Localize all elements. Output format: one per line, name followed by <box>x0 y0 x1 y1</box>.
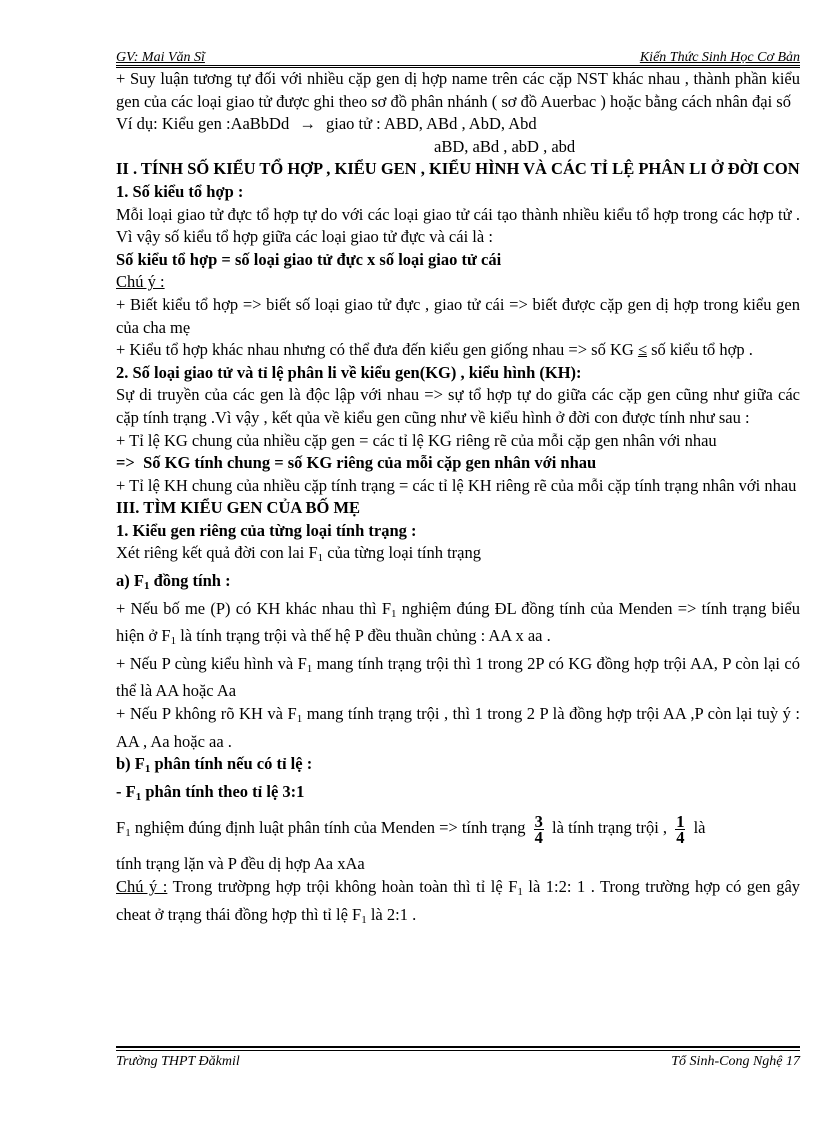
text-run: F <box>116 818 126 838</box>
subsection-heading: 1. Kiểu gen riêng của từng loại tính trạng : <box>116 520 417 540</box>
header-author: GV: Mai Văn Sĩ <box>116 50 205 65</box>
text-run: của từng loại tính trạng <box>323 543 482 563</box>
note-label-text: Chú ý : <box>116 877 168 896</box>
footer-rule <box>116 1046 800 1048</box>
subsection-heading: 2. Số loại giao tử và tỉ lệ phân li về kiểu gen(KG) , kiểu hình (KH): <box>116 362 582 382</box>
paragraph: + Biết kiểu tổ hợp => biết số loại giao tử đực , giao tử cái => biết được cặp gen dị hợp trong kiểu gen của cha mẹ <box>116 294 800 337</box>
text-run: b) F <box>116 754 145 774</box>
subscript: 1 <box>170 635 177 648</box>
text-run: nghiệm đúng ĐL đồng tính của Menden => tính trạng biểu hiện ở F <box>116 598 800 646</box>
text-run: số kiểu tổ hợp . <box>647 340 753 360</box>
footer-school: Trường THPT Đăkmil <box>116 1054 240 1069</box>
subscript: 1 <box>144 763 151 776</box>
footer-rule-thin <box>116 1050 800 1051</box>
text-run: - F <box>116 781 136 801</box>
text-run: là tính trạng trội và thế hệ P đều thuần chủng : AA x aa . <box>176 626 551 646</box>
arrow-icon: → <box>299 114 316 134</box>
paragraph <box>116 703 800 753</box>
text-run: đồng tính : <box>149 571 231 591</box>
subscript: 1 <box>296 713 303 726</box>
subscript: 1 <box>361 913 367 926</box>
paragraph: Mỗi loại giao tử đực tổ hợp tự do với các loại giao tử cái tạo thành nhiều kiểu tổ hợp trong các hợp tử . Vì vậy số kiểu tổ hợp giữa các loại giao tử đực và cái là : <box>116 204 800 247</box>
header-title: Kiến Thức Sinh Học Cơ Bản <box>639 50 800 65</box>
subscript: 1 <box>517 886 523 898</box>
paragraph <box>116 598 800 653</box>
paragraph <box>116 542 800 570</box>
text-run: nghiệm đúng định luật phân tính của Menden => tính trạng <box>130 818 530 838</box>
le-symbol: ≤ <box>637 340 647 360</box>
numerator: 3 <box>534 812 543 832</box>
implies-symbol: => <box>116 453 135 473</box>
fraction-one-quarter <box>675 812 685 848</box>
paragraph: tính trạng lặn và P đều dị hợp Aa xAa <box>116 854 365 874</box>
subscript: 1 <box>143 580 150 593</box>
note-label-text: Chú ý : <box>116 272 165 292</box>
denominator: 4 <box>534 828 543 848</box>
section-heading-3: III. TÌM KIỂU GEN CỦA BỐ MẸ <box>116 498 361 518</box>
fraction-three-quarters <box>534 812 544 848</box>
text-run: là <box>689 818 706 838</box>
text-run: là 2:1 . <box>366 904 417 924</box>
text-run: phân tính theo tỉ lệ 3:1 <box>141 781 305 801</box>
subscript: 1 <box>391 607 397 620</box>
text-run: + Kiểu tổ hợp khác nhau nhưng có thể đưa đến kiểu gen giống nhau => số KG <box>116 340 638 360</box>
example-genotype: Ví dụ: Kiểu gen :AaBbDd <box>116 114 290 134</box>
example-line <box>116 113 800 136</box>
formula <box>116 452 800 475</box>
paragraph <box>116 876 800 931</box>
subscript: 1 <box>317 552 324 565</box>
subscript: 1 <box>135 790 142 803</box>
paragraph <box>116 339 800 362</box>
formula: Số kiểu tổ hợp = số loại giao tử đực x số loại giao tử cái <box>116 249 502 269</box>
section-heading-2: II . TÍNH SỐ KIỂU TỔ HỢP , KIỂU GEN , KIỂU HÌNH VÀ CÁC TỈ LỆ PHÂN LI Ở ĐỜI CON <box>116 159 800 179</box>
text-run: + Nếu bố me (P) có KH khác nhau thì F <box>116 598 392 618</box>
subscript: 1 <box>306 662 313 675</box>
subsection-heading <box>116 781 800 809</box>
text-run: mang tính trạng trội thì 1 trong 2P có KG đồng hợp trội AA, P còn lại có thể là AA hoặc Aa <box>116 653 800 701</box>
text-run: là 1:2: 1 . Trong trường hợp có gen gây cheat ở trạng thái đồng hợp thì tỉ lệ F <box>116 877 801 924</box>
subsection-heading <box>116 570 800 598</box>
subsection-heading <box>116 753 800 781</box>
paragraph: Sự di truyền của các gen là độc lập với nhau => sự tổ hợp tự do giữa các cặp gen cũng như giữa các cặp tính trạng .Vì vậy , kết qủa về kiểu gen cũng như về kiểu hình ở đời con được tính như sau : <box>116 385 800 427</box>
text-run: là tính trạng trội , <box>547 818 672 838</box>
note-label <box>116 271 800 294</box>
text-run: a) F <box>116 571 144 591</box>
subsection-heading: 1. Số kiểu tổ hợp : <box>116 181 244 201</box>
denominator: 4 <box>676 828 685 848</box>
text-run: + Nếu P không rõ KH và F <box>116 704 297 724</box>
subscript: 1 <box>125 827 131 840</box>
text-run: Trong trườpng hợp trội không hoàn toàn thì tỉ lệ F <box>167 877 518 896</box>
document-body <box>116 68 800 931</box>
paragraph <box>116 653 800 703</box>
text-run: mang tính trạng trội , thì 1 trong 2 P là đồng hợp trội AA ,P còn lại tuỳ ý : AA , Aa hoặc aa . <box>116 704 800 751</box>
footer-dept-page: Tổ Sinh-Cong Nghệ 17 <box>671 1054 800 1069</box>
text-run: Xét riêng kết quả đời con lai F <box>116 543 318 563</box>
example-gametes: giao tử : ABD, ABd , AbD, Abd <box>325 114 537 134</box>
text-run: phân tính nếu có tỉ lệ : <box>150 754 313 774</box>
paragraph: + Tỉ lệ KG chung của nhiều cặp gen = các tỉ lệ KG riêng rẽ của mỗi cặp gen nhân với nhau <box>116 430 717 450</box>
paragraph: + Tỉ lệ KH chung của nhiều cặp tính trạng = các tỉ lệ KH riêng rẽ của mỗi cặp tính trạng nhân với nhau <box>116 475 797 495</box>
paragraph-with-fractions <box>116 808 800 853</box>
example-gametes-cont: aBD, aBd , abD , abd <box>434 136 576 156</box>
text-run: + Nếu P cùng kiểu hình và F <box>116 653 307 673</box>
paragraph: + Suy luận tương tự đối với nhiều cặp gen dị hợp name trên các cặp NST khác nhau , thành phần kiểu gen của các loại giao tử được ghi theo sơ đồ phân nhánh ( sơ đồ Auerbac ) hoặc bằng cách nhân đại số <box>116 69 800 111</box>
numerator: 1 <box>676 812 685 832</box>
formula-text: Số KG tính chung = số KG riêng của mỗi cặp gen nhân với nhau <box>143 453 597 473</box>
